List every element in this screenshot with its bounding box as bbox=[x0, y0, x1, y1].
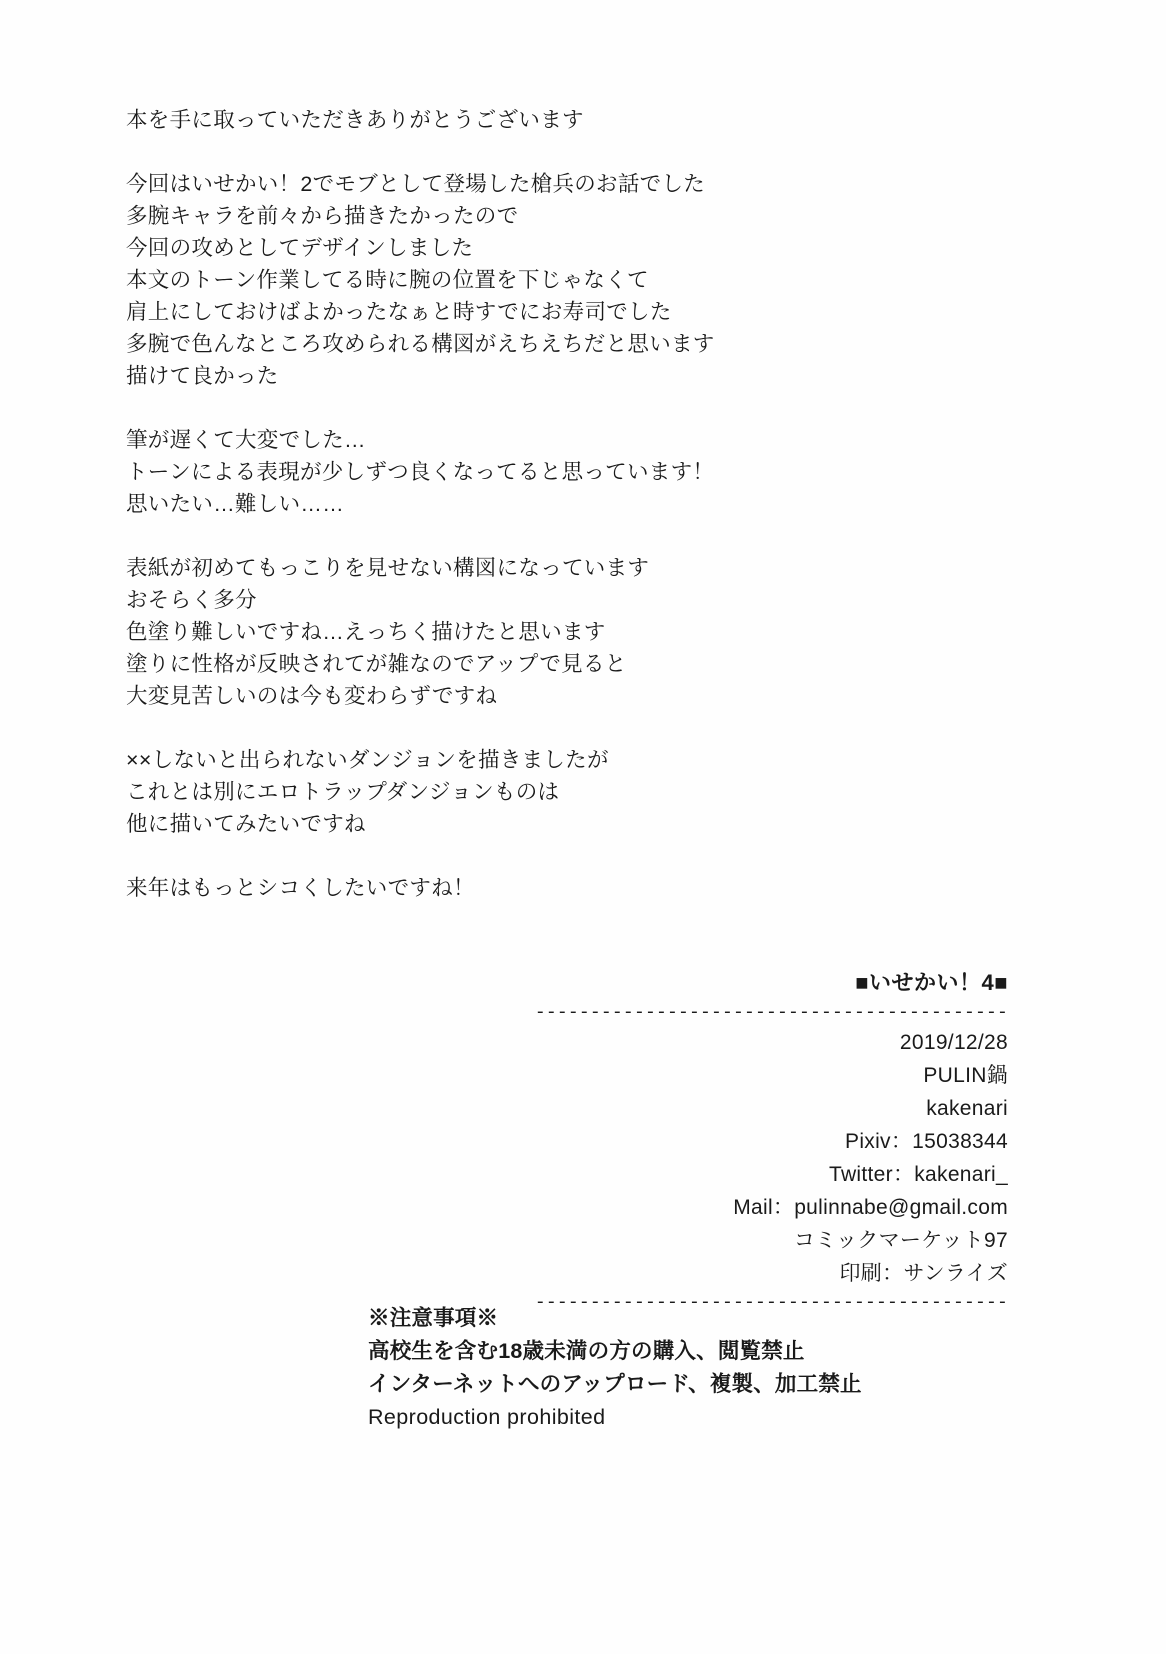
afterword-paragraph-2 bbox=[126, 168, 886, 392]
afterword-paragraph-5 bbox=[126, 744, 886, 840]
notice-line-english: Reproduction prohibited bbox=[368, 1405, 606, 1429]
divider-bottom: ------------------------------------------- bbox=[534, 1293, 1008, 1313]
afterword-paragraph-1 bbox=[126, 104, 886, 136]
twitter-handle: Twitter：kakenari_ bbox=[829, 1163, 1008, 1186]
afterword-paragraph-6 bbox=[126, 872, 886, 904]
afterword-line: おそらく多分 bbox=[126, 588, 257, 612]
publication-date: 2019/12/28 bbox=[899, 1031, 1008, 1054]
circle-name: PULIN鍋 bbox=[923, 1064, 1008, 1087]
afterword-line: 筆が遅くて大変でした… bbox=[126, 428, 366, 452]
afterword-line: 本を手に取っていただきありがとうございます bbox=[126, 108, 584, 132]
afterword-line: 今回はいせかい！2でモブとして登場した槍兵のお話でした bbox=[126, 172, 706, 196]
notice-heading: ※注意事項※ bbox=[368, 1306, 499, 1330]
afterword-line: 色塗り難しいですね…えっちく描けたと思います bbox=[126, 620, 606, 644]
afterword-text-block bbox=[126, 104, 886, 904]
notice-block bbox=[368, 1302, 1008, 1434]
afterword-line: トーンによる表現が少しずつ良くなってると思っています！ bbox=[126, 460, 715, 484]
afterword-line: 他に描いてみたいですね bbox=[126, 812, 366, 836]
afterword-line: 本文のトーン作業してる時に腕の位置を下じゃなくて bbox=[126, 268, 649, 292]
afterword-line: 塗りに性格が反映されてが雑なのでアップで見ると bbox=[126, 652, 627, 676]
afterword-line: 多腕キャラを前々から描きたかったので bbox=[126, 204, 519, 228]
divider-top: ------------------------------------------- bbox=[534, 1003, 1008, 1023]
afterword-paragraph-4 bbox=[126, 552, 886, 712]
pixiv-id: Pixiv：15038344 bbox=[845, 1130, 1008, 1153]
author-name: kakenari bbox=[926, 1097, 1008, 1120]
afterword-line: 来年はもっとシコくしたいですね！ bbox=[126, 876, 475, 900]
afterword-line: 今回の攻めとしてデザインしました bbox=[126, 236, 474, 260]
afterword-line: ××しないと出られないダンジョンを描きましたが bbox=[126, 748, 609, 772]
notice-line-upload-ban: インターネットへのアップロード、複製、加工禁止 bbox=[368, 1372, 862, 1396]
notice-line-age-restriction: 高校生を含む18歳未満の方の購入、閲覧禁止 bbox=[368, 1339, 805, 1363]
event-name: コミックマーケット97 bbox=[793, 1229, 1008, 1252]
afterword-line: 表紙が初めてもっこりを見せない構図になっています bbox=[126, 556, 650, 580]
afterword-line: 大変見苦しいのは今も変わらずですね bbox=[126, 684, 498, 708]
afterword-paragraph-3 bbox=[126, 424, 886, 520]
afterword-line: 多腕で色んなところ攻められる構図がえちえちだと思います bbox=[126, 332, 715, 356]
publication-title: ■いせかい！4■ bbox=[855, 970, 1008, 995]
afterword-line: 思いたい…難しい…… bbox=[126, 492, 345, 516]
colophon-block bbox=[408, 966, 1008, 1316]
printer-name: 印刷：サンライズ bbox=[839, 1262, 1008, 1285]
mail-address: Mail：pulinnabe@gmail.com bbox=[733, 1196, 1008, 1219]
afterword-line: 描けて良かった bbox=[126, 364, 279, 388]
afterword-line: これとは別にエロトラップダンジョンものは bbox=[126, 780, 560, 804]
afterword-line: 肩上にしておけばよかったなぁと時すでにお寿司でした bbox=[126, 300, 672, 324]
